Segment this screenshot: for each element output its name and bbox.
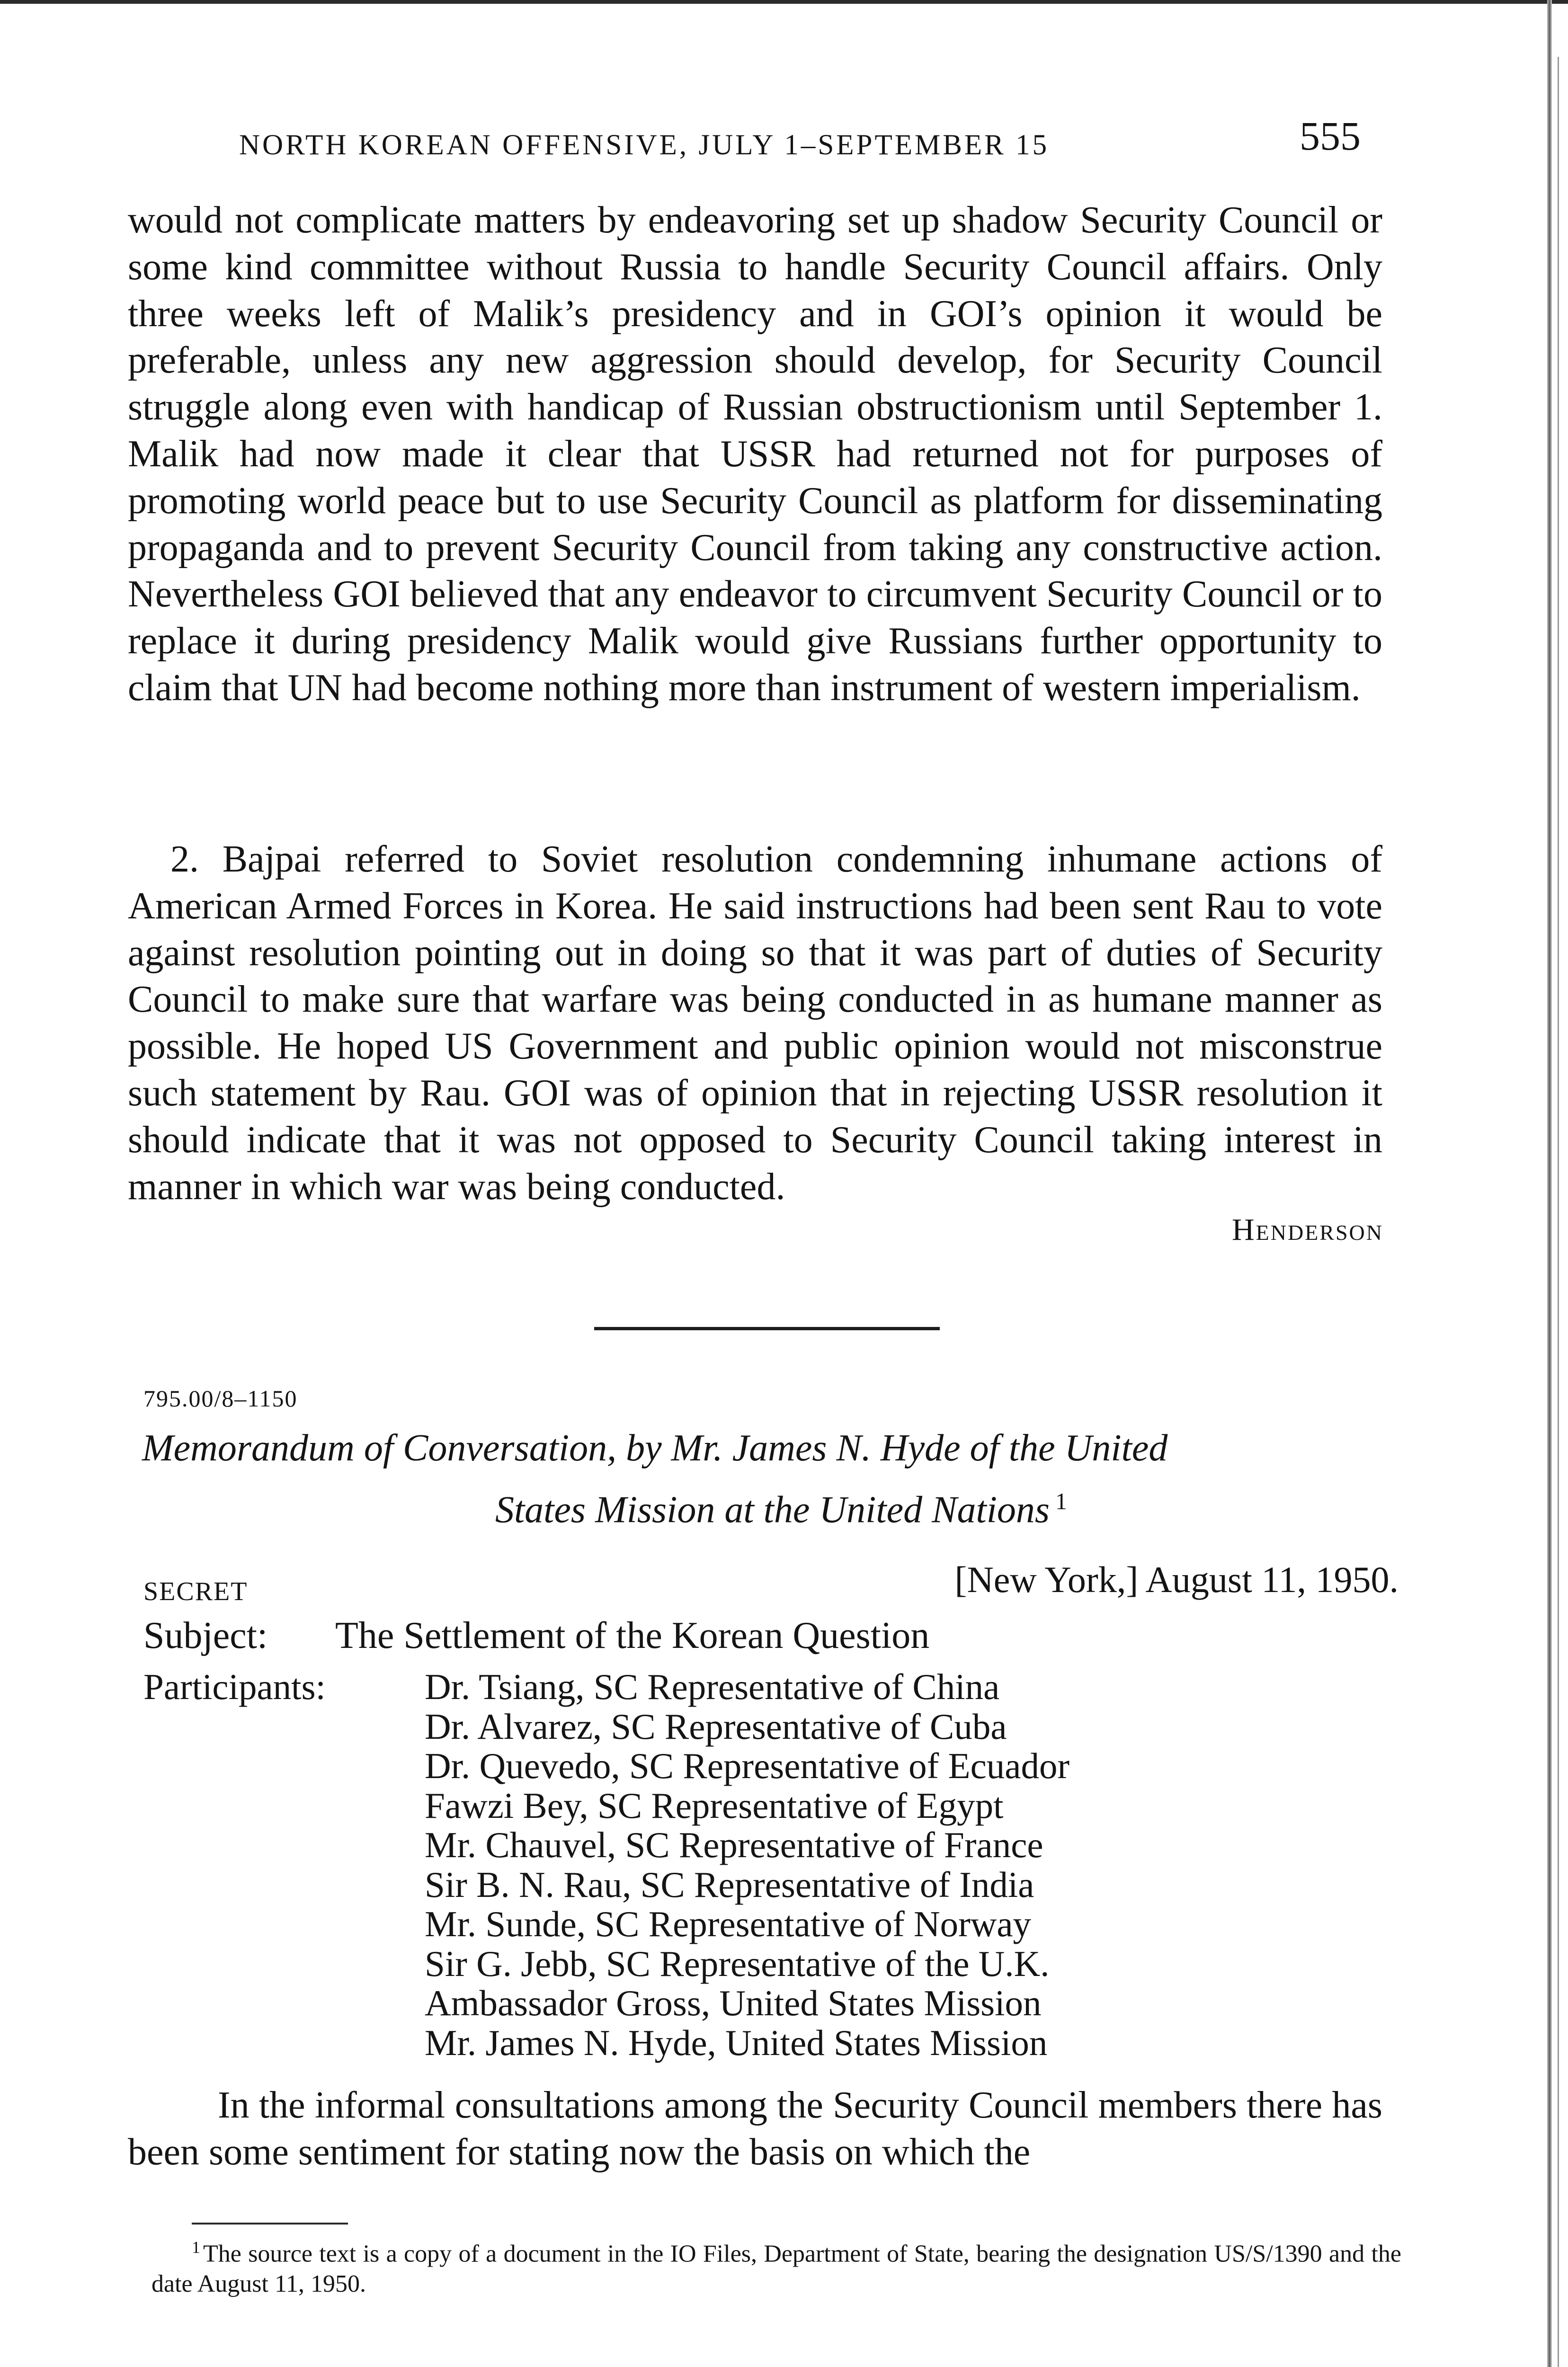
- section-divider: [594, 1327, 940, 1330]
- page-binding-edge-line: [1558, 57, 1559, 2367]
- participants-list: [425, 1667, 1069, 2063]
- participant-item: Sir G. Jebb, SC Representative of the U.K.: [425, 1943, 1050, 1984]
- subject-row: [143, 1614, 929, 1657]
- participant-item: Fawzi Bey, SC Representative of Egypt: [425, 1785, 1004, 1826]
- participant-item: Mr. Chauvel, SC Representative of France: [425, 1824, 1043, 1865]
- telegram-paragraph-2: 2. Bajpai referred to Soviet resolution condemning inhumane actions of American Armed Forces in Korea. He said instructions had been sent Rau to vote against resolution pointing out in doing so that it was part of duties of Security Council to make sure that warfare was being conducted in as humane manner as possible. He hoped US Government and public opinion would not misconstrue such statement by Rau. GOI was of opinion that in rejecting USSR resolution it should indicate that it was not opposed to Security Council taking interest in manner in which war was being conducted.: [128, 838, 1382, 1208]
- memorandum-title-line-2-wrap: [142, 1475, 1392, 1537]
- page-number: 555: [1300, 113, 1361, 159]
- participant-item: Dr. Quevedo, SC Representative of Ecuador: [425, 1745, 1070, 1786]
- participant-item: Dr. Tsiang, SC Representative of China: [425, 1666, 1000, 1707]
- participant-item: Dr. Alvarez, SC Representative of Cuba: [425, 1706, 1007, 1747]
- participant-item: Ambassador Gross, United States Mission: [425, 1983, 1042, 2023]
- footnote-marker: 1: [192, 2238, 200, 2257]
- top-edge-rule: [0, 0, 1568, 4]
- running-head: NORTH KOREAN OFFENSIVE, JULY 1–SEPTEMBER 15: [239, 129, 1050, 161]
- telegram-paragraph-1: would not complicate matters by endeavoring set up shadow Security Council or some kind committee without Russia to handle Security Council affairs. Only three weeks left of Malik’s presidency and in GOI’s opinion it would be preferable, unless any new aggression should develop, for Security Council struggle along even with handicap of Russian obstructionism until September 1. Malik had now made it clear that USSR had returned not for purposes of promoting world peace but to use Security Council as platform for disseminating propaganda and to prevent Security Council from taking any constructive action. Nevertheless GOI believed that any endeavor to circumvent Security Council or to replace it during presidency Malik would give Russians further opportunity to claim that UN had become nothing more than instrument of western imperialism.: [128, 199, 1382, 709]
- participants-label: Participants:: [143, 1666, 326, 1707]
- title-footnote-marker: 1: [1055, 1488, 1068, 1514]
- participant-item: Mr. Sunde, SC Representative of Norway: [425, 1904, 1031, 1944]
- memorandum-paragraph-1: In the informal consultations among the Security Council members there has been some sentiment for stating now the basis on which the: [128, 2084, 1382, 2173]
- classification-marking: SECRET: [143, 1577, 248, 1606]
- participant-item: Mr. James N. Hyde, United States Mission: [425, 2022, 1048, 2063]
- place-date: [New York,] August 11, 1950.: [954, 1559, 1399, 1600]
- memorandum-title-line-1: Memorandum of Conversation, by Mr. James N. Hyde of the United: [142, 1427, 1168, 1469]
- footnote-text: The source text is a copy of a document in the IO Files, Department of State, bearing the designation US/S/1390 and the date August 11, 1950.: [151, 2240, 1401, 2298]
- telegram-signature: Henderson: [1231, 1212, 1383, 1247]
- subject-label: Subject:: [143, 1615, 268, 1656]
- page-binding-edge: [1547, 0, 1552, 2367]
- subject-text: The Settlement of the Korean Question: [335, 1615, 930, 1656]
- memorandum-title-line-2: States Mission at the United Nations: [495, 1489, 1050, 1531]
- file-number: 795.00/8–1150: [143, 1385, 298, 1412]
- footnote: [151, 2232, 1401, 2299]
- footnote-rule: [192, 2223, 348, 2225]
- memorandum-title: [142, 1422, 1392, 1537]
- participant-item: Sir B. N. Rau, SC Representative of India: [425, 1864, 1034, 1905]
